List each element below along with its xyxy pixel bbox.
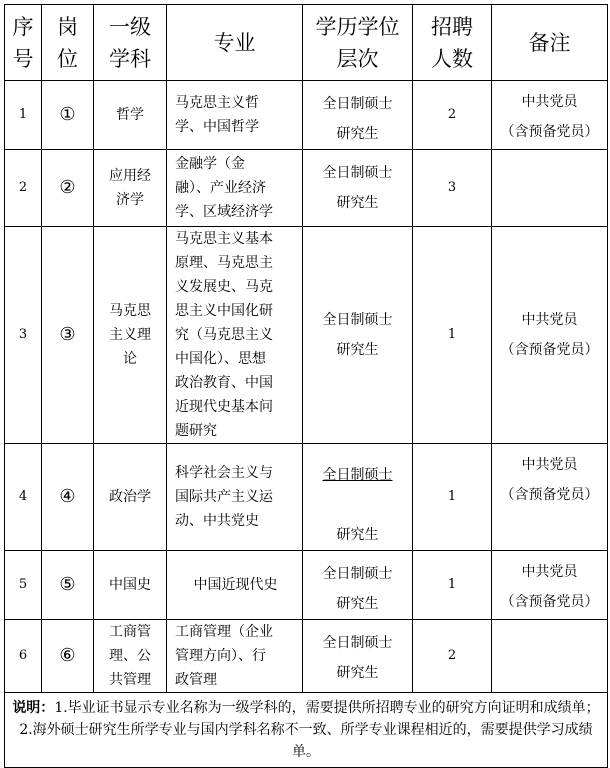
- row-major-text: 金融学（金 融）、产业经济 学、区域经济学: [175, 156, 273, 220]
- row-major: [167, 620, 303, 693]
- row-post: ②: [42, 150, 94, 227]
- footer-text: 1.毕业证书显示专业名称为一级学科的，需要提供所招聘专业的研究方向证明和成绩单；2.海外硕士研究生所学专业与国内学科名称不一致、所学专业课程相近的，需要提供学习成绩单。: [19, 700, 600, 760]
- row-discipline-text: 政治学: [109, 489, 151, 505]
- footer-label: 说明：: [12, 700, 55, 716]
- row-major: [167, 227, 303, 444]
- row-major-text: 工商管理（企业 管理方向）、行 政管理: [175, 624, 273, 688]
- row-major: [167, 81, 303, 150]
- header-row: [5, 5, 608, 81]
- row-degree-text: 全日制硕士 研究生: [322, 165, 393, 211]
- row-degree: [303, 444, 413, 551]
- row-post: ④: [42, 444, 94, 551]
- header-count: 招聘 人数: [413, 5, 492, 81]
- table-row: [5, 444, 608, 551]
- row-count: 2: [413, 620, 492, 693]
- row-note-text: [492, 620, 607, 626]
- table-row: [5, 620, 608, 693]
- row-count: 3: [413, 150, 492, 227]
- row-major: [167, 150, 303, 227]
- row-degree-text: 全日制硕士 研究生: [322, 312, 393, 358]
- header-seq: 序 号: [5, 5, 42, 81]
- row-degree: [303, 227, 413, 444]
- row-degree: [303, 551, 413, 620]
- row-count: 1: [413, 444, 492, 551]
- row-note: [492, 81, 608, 150]
- row-post: ⑤: [42, 551, 94, 620]
- header-note: 备注: [492, 5, 608, 81]
- row-count: 1: [413, 227, 492, 444]
- row-note: [492, 150, 608, 227]
- table-row: [5, 150, 608, 227]
- footer-note: [5, 693, 608, 768]
- header-degree: 学历学位 层次: [303, 5, 413, 81]
- row-discipline: [94, 81, 167, 150]
- recruitment-table: [4, 4, 608, 768]
- row-degree-text: 全日制硕士 研究生: [322, 467, 393, 543]
- row-degree: [303, 620, 413, 693]
- row-major-text: 科学社会主义与 国际共产主义运 动、中共党史: [175, 465, 273, 529]
- row-degree: [303, 150, 413, 227]
- row-note: [492, 444, 608, 551]
- row-count: 1: [413, 551, 492, 620]
- header-post: 岗 位: [42, 5, 94, 81]
- row-note: [492, 620, 608, 693]
- row-degree: [303, 81, 413, 150]
- row-discipline-text: 哲学: [116, 107, 144, 123]
- row-discipline: [94, 227, 167, 444]
- row-major-text: 中国近现代史: [193, 577, 278, 593]
- row-note-text: 中共党员 （含预备党员）: [500, 94, 599, 140]
- row-discipline-text: 工商管 理、公 共管理: [109, 624, 151, 688]
- row-seq: 3: [5, 227, 42, 444]
- row-discipline: [94, 620, 167, 693]
- row-seq: 1: [5, 81, 42, 150]
- row-post: ①: [42, 81, 94, 150]
- row-major-text: 马克思主义哲 学、中国哲学: [175, 95, 259, 135]
- row-degree-text: 全日制硕士 研究生: [322, 566, 393, 612]
- row-note-text: [492, 150, 607, 156]
- row-seq: 2: [5, 150, 42, 227]
- row-seq: 6: [5, 620, 42, 693]
- row-discipline: [94, 551, 167, 620]
- row-note-text: 中共党员 （含预备党员）: [500, 312, 599, 358]
- table-row: [5, 227, 608, 444]
- row-discipline-text: 应用经 济学: [109, 168, 151, 208]
- row-note: [492, 227, 608, 444]
- row-seq: 5: [5, 551, 42, 620]
- header-major: 专业: [167, 5, 303, 81]
- row-note: [492, 551, 608, 620]
- row-discipline: [94, 444, 167, 551]
- row-discipline-text: 马克思 主义理 论: [109, 303, 151, 367]
- row-degree-text: 全日制硕士 研究生: [322, 635, 393, 681]
- row-degree-text: 全日制硕士 研究生: [322, 96, 393, 142]
- table-row: [5, 551, 608, 620]
- row-major-text: 马克思主义基本 原理、马克思主 义发展史、马克 思主义中国化研 究（马克思主义 中国化）、思想 政治教育、中国 近现代史基本问 题研究: [175, 231, 273, 439]
- header-discipline: 一级 学科: [94, 5, 167, 81]
- row-post: ⑥: [42, 620, 94, 693]
- row-seq: 4: [5, 444, 42, 551]
- row-count: 2: [413, 81, 492, 150]
- footer-row: [5, 693, 608, 768]
- row-major: [167, 444, 303, 551]
- table-row: [5, 81, 608, 150]
- row-note-text: 中共党员 （含预备党员）: [500, 564, 599, 610]
- row-post: ③: [42, 227, 94, 444]
- row-note-text: 中共党员 （含预备党员）: [500, 457, 599, 503]
- row-discipline: [94, 150, 167, 227]
- row-discipline-text: 中国史: [109, 577, 151, 593]
- row-major: [167, 551, 303, 620]
